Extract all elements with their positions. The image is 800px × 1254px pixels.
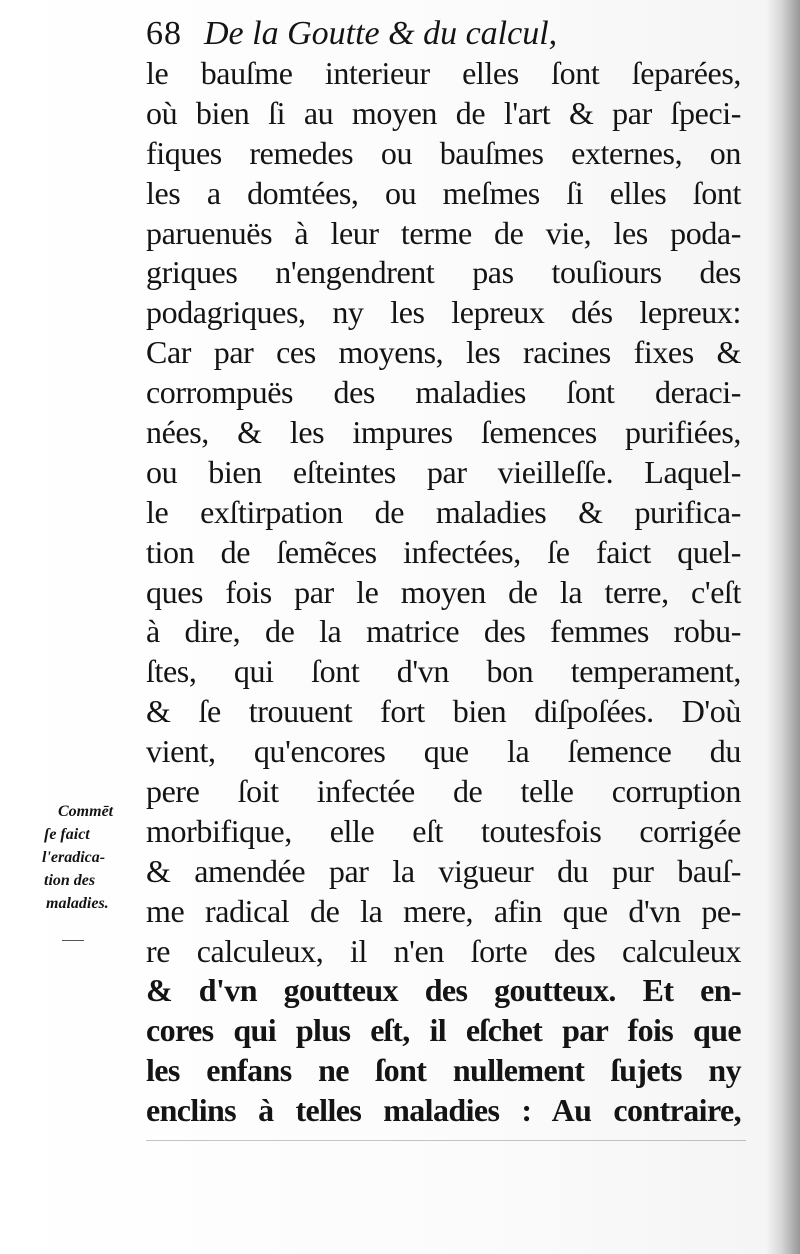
running-head xyxy=(146,12,666,56)
running-title: De la Goutte & du calcul, xyxy=(204,15,558,52)
text-line: pere ſoit infectée de telle corruption xyxy=(146,773,741,810)
text-line: ques fois par le moyen de la terre, c'eſt xyxy=(146,573,741,610)
text-line: griques n'engendrent pas touſiours des xyxy=(146,254,741,291)
text-line: corrompuës des maladies ſont deraci- xyxy=(146,374,741,411)
marginal-note-line: ſe faict xyxy=(44,826,90,843)
text-line: podagriques, ny les lepreux dés lepreux: xyxy=(146,294,741,331)
text-line: re calculeux, il n'en ſorte des calculeux xyxy=(146,932,741,969)
text-line: morbifique, elle eſt toutesfois corrigée xyxy=(146,812,741,849)
text-line: les a domtées, ou meſmes ſi elles ſont xyxy=(146,174,741,211)
bottom-show-through xyxy=(146,1140,746,1141)
text-line: le exſtirpation de maladies & purifica- xyxy=(146,493,741,530)
text-line: vient, qu'encores que la ſemence du xyxy=(146,733,741,770)
text-line: & ſe trouuent fort bien diſpoſées. D'où xyxy=(146,693,741,730)
text-line: le bauſme interieur elles ſont ſeparées, xyxy=(146,55,741,91)
text-line: & d'vn goutteux des goutteux. Et en- xyxy=(146,972,741,1009)
text-line: ſtes, qui ſont d'vn bon temperament, xyxy=(146,653,741,690)
text-line: & amendée par la vigueur du pur bauſ- xyxy=(146,852,741,889)
marginal-note-line: Commēt xyxy=(58,803,114,820)
text-line: nées, & les impures ſemences purifiées, xyxy=(146,414,741,451)
text-line: ou bien eſteintes par vieilleſſe. Laquel- xyxy=(146,453,741,490)
text-line: paruenuës à leur terme de vie, les poda- xyxy=(146,214,741,251)
body-text xyxy=(146,54,741,1131)
text-line: tion de ſemẽces infectées, ſe faict quel- xyxy=(146,533,741,570)
text-line: Car par ces moyens, les racines fixes & xyxy=(146,334,741,371)
text-line: à dire, de la matrice des femmes robu- xyxy=(146,613,741,650)
page-gutter-shadow xyxy=(766,0,800,1254)
marginal-note-line: maladies. xyxy=(46,895,109,912)
text-line: fiques remedes ou bauſmes externes, on xyxy=(146,134,741,171)
marginal-note xyxy=(42,800,146,915)
text-line: enclins à telles maladies : Au contraire, xyxy=(146,1092,741,1129)
text-line: me radical de la mere, afin que d'vn pe- xyxy=(146,892,741,929)
marginal-note-line: tion des xyxy=(44,872,96,889)
marginal-divider xyxy=(62,940,84,941)
text-line: les enfans ne ſont nullement ſujets ny xyxy=(146,1052,741,1089)
page-number: 68 xyxy=(146,15,182,52)
marginal-note-line: l'eradica- xyxy=(42,849,106,866)
text-line: où bien ſi au moyen de l'art & par ſpeci- xyxy=(146,94,741,131)
text-line: cores qui plus eſt, il eſchet par fois que xyxy=(146,1012,741,1049)
